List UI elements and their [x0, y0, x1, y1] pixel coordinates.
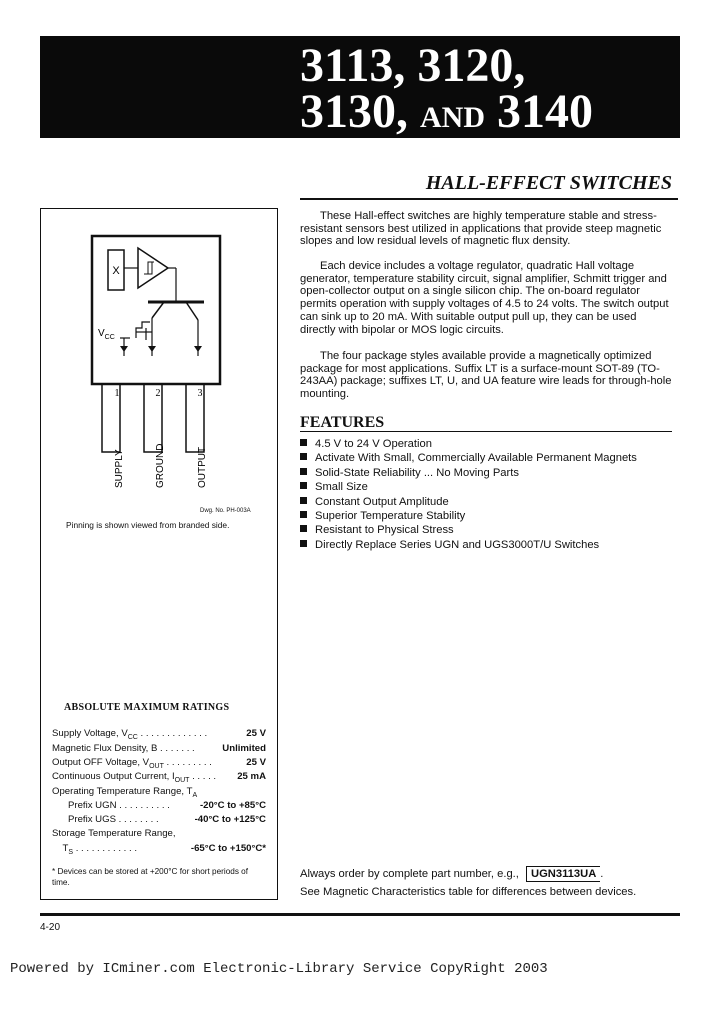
package-body — [92, 236, 220, 384]
feature-item — [300, 451, 637, 465]
bullet-square-icon — [300, 497, 307, 504]
bullet-square-icon — [300, 453, 307, 460]
feature-text: Constant Output Amplitude — [315, 495, 449, 508]
hall-element-label: X — [112, 265, 120, 277]
feature-item — [300, 466, 637, 480]
rating-label: Operating Temperature Range, $T_A$ — [52, 786, 198, 799]
rating-value: 25 mA — [237, 771, 266, 782]
bullet-square-icon — [300, 468, 307, 475]
intro-paragraph: These Hall-effect switches are highly temperature stable and stress-resistant sensors best utilized in applications that provide steep magnetic slopes and low residual levels of magnetic flux density. — [300, 210, 662, 248]
rating-row — [52, 742, 266, 756]
rating-value: -20°C to +85°C — [199, 800, 266, 811]
bullet-square-icon — [300, 540, 307, 547]
rating-label: $T_S$ . . . . . . . . . . . . — [52, 843, 138, 856]
bullet-square-icon — [300, 525, 307, 532]
feature-item — [300, 437, 637, 451]
rating-label: Supply Voltage, $V_{CC}$ . . . . . . . . . . . . . — [52, 728, 208, 741]
pin-2-number: 2 — [155, 388, 161, 399]
package-paragraph: The four package styles available provide a magnetically optimized package for most applications. Suffix LT is a surface-mount SOT-89 (TO-243AA) package; suffixes LT, U, and UA feature wire leads for through-hole mounting. — [300, 350, 672, 401]
pin-1-name: SUPPLY — [114, 449, 125, 488]
bullet-square-icon — [300, 482, 307, 489]
rating-value: Unlimited — [222, 743, 266, 754]
feature-text: Directly Replace Series UGN and UGS3000T/U Switches — [315, 538, 600, 551]
title-line-1: 3113, 3120, — [300, 39, 526, 92]
feature-item — [300, 523, 637, 537]
rating-value: -65°C to +150°C* — [190, 843, 266, 854]
amplifier-symbol — [138, 248, 168, 288]
bullet-square-icon — [300, 439, 307, 446]
bottom-rule — [40, 913, 680, 916]
see-characteristics-note: See Magnetic Characteristics table for differences between devices. — [300, 886, 637, 898]
feature-item — [300, 538, 637, 552]
ordering-suffix: . — [600, 868, 604, 880]
regulator-symbol — [136, 322, 150, 338]
rating-row — [52, 827, 266, 841]
rating-row — [52, 842, 266, 856]
feature-text: Activate With Small, Commercially Available Permanent Magnets — [315, 452, 637, 465]
ratings-footnote: * Devices can be stored at +200°C for short periods of time. — [52, 867, 249, 887]
ordering-prefix: Always order by complete part number, e.g., — [300, 868, 519, 880]
rating-label: Prefix UGS . . . . . . . . — [52, 814, 159, 825]
pin-3-number: 3 — [197, 388, 203, 399]
pin-3-name: OUTPUT — [197, 446, 208, 488]
feature-text: Small Size — [315, 481, 368, 494]
title-and: AND — [420, 101, 485, 134]
ratings-title: ABSOLUTE MAXIMUM RATINGS — [64, 702, 230, 713]
bullet-square-icon — [300, 511, 307, 518]
feature-text: 4.5 V to 24 V Operation — [315, 438, 432, 450]
title-part-3130: 3130, — [300, 85, 408, 138]
rating-value: -40°C to +125°C — [194, 814, 266, 825]
pinout-diagram — [80, 228, 270, 498]
features-rule — [300, 431, 672, 432]
rating-row — [52, 770, 266, 784]
description-paragraph: Each device includes a voltage regulator, quadratic Hall voltage generator, temperature stability circuit, signal amplifier, Schmitt trigger and open-collector output on a single silicon chip. The on-board regulator permits operation with supply voltages of 4.5 to 24 volts. The switch output can sink up to 20 mA. With suitable output pull up, they can be used directly with bipolar or MOS logic circuits. — [300, 260, 669, 336]
feature-item — [300, 495, 637, 509]
subtitle-rule — [300, 198, 678, 200]
pin-2-name: GROUND — [155, 443, 166, 488]
rating-row — [52, 727, 266, 741]
features-heading: FEATURES — [300, 414, 385, 431]
schmitt-trigger-symbol — [144, 262, 154, 274]
ordering-line — [300, 866, 603, 882]
rating-row — [52, 785, 266, 799]
title-line-2 — [300, 85, 593, 142]
rating-value: 25 V — [246, 757, 266, 768]
rating-label: Magnetic Flux Density, B . . . . . . . — [52, 743, 195, 754]
rating-label: Prefix UGN . . . . . . . . . . — [52, 800, 170, 811]
rating-value: 25 V — [246, 728, 266, 739]
feature-item — [300, 480, 637, 494]
pin-1-number: 1 — [114, 388, 120, 399]
pinning-caption: Pinning is shown viewed from branded side. — [66, 520, 230, 530]
rating-label: Output OFF Voltage, $V_{OUT}$ . . . . . . . . . — [52, 757, 212, 770]
title-banner — [40, 36, 680, 138]
page-subtitle: HALL-EFFECT SWITCHES — [425, 172, 672, 194]
vcc-label: $V_{CC}$ — [98, 328, 115, 341]
feature-text: Solid-State Reliability ... No Moving Parts — [315, 466, 519, 479]
rating-label: Continuous Output Current, $I_{OUT}$ . . . . . — [52, 771, 217, 784]
drawing-number: Dwg. No. PH-003A — [200, 508, 251, 514]
footer-credit: Powered by ICminer.com Electronic-Library Service CopyRight 2003 — [10, 961, 548, 977]
rating-label: Storage Temperature Range, — [52, 828, 176, 839]
title-part-3140: 3140 — [497, 85, 593, 138]
features-list — [300, 437, 637, 552]
page-number: 4-20 — [40, 922, 61, 933]
feature-text: Resistant to Physical Stress — [315, 524, 454, 537]
part-number-example: UGN3113UA — [526, 866, 600, 882]
rating-row — [52, 756, 266, 770]
feature-item — [300, 509, 637, 523]
feature-text: Superior Temperature Stability — [315, 509, 466, 522]
rating-row — [52, 813, 266, 827]
rating-row — [52, 799, 266, 813]
